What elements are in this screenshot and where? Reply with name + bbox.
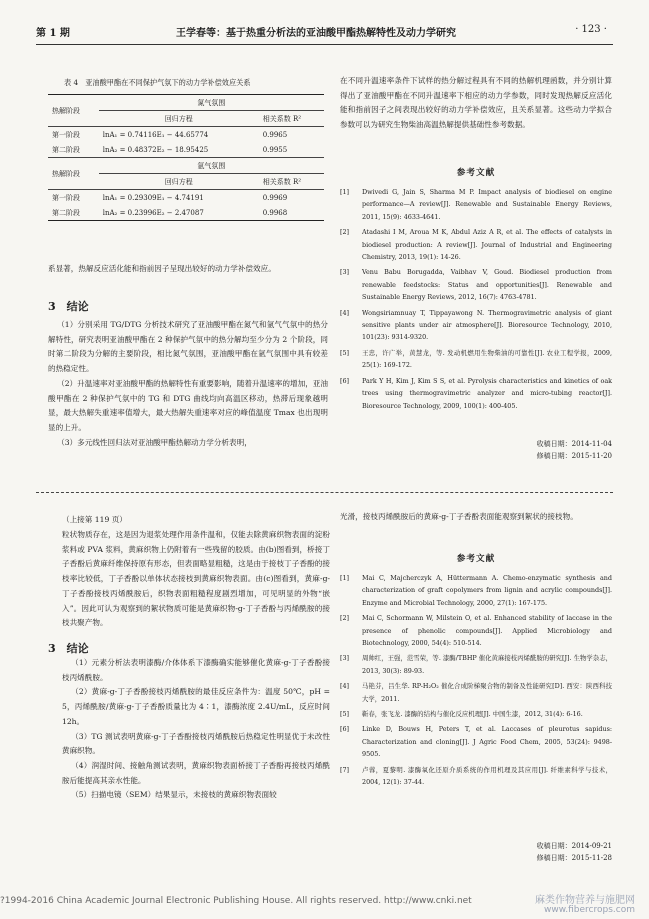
atmosphere-label: 氩气氛围 bbox=[99, 158, 324, 174]
reference-text: Venu Babu Borugadda, Vaibhav V, Goud. Biodiesel production from renewable feedstocks: Status and opportunities[J]. Renewable and Sustainable Energy Reviews, 2012, 16(7): 4763-4781. bbox=[362, 268, 612, 302]
reference-number: [4] bbox=[340, 308, 350, 317]
section-heading: 3 结论 bbox=[48, 642, 89, 655]
reference-number: [6] bbox=[340, 725, 350, 734]
article-dates-top bbox=[340, 438, 612, 462]
issue-number: 第 1 期 bbox=[36, 28, 70, 39]
table-4 bbox=[48, 94, 324, 221]
watermark-url: www.fibercrops.com bbox=[544, 905, 635, 915]
reference-item bbox=[340, 708, 612, 720]
paragraph: 在不同升温速率条件下试样的热分解过程具有不同的热解机理函数，并分别计算得出了亚油酸甲酯在不同升温速率下相应的动力学参数，同时发现热解反应活化能和指前因子之间表现出较好的动力学补偿效应，且关系显著。这些动力学拟合参数可以为研究生物柴油高温热解提供基础性参考数据。 bbox=[340, 76, 612, 130]
conclusion-item: （3）多元线性回归法对亚油酸甲酯热解动力学分析表明， bbox=[57, 437, 252, 447]
page-number: · 123 · bbox=[575, 24, 607, 35]
reference-text: 马艳芬，吕生华. RP-H₂O₂ 催化合成阶梯聚合物的制备及性能研究[D]. 西安：陕西科技大学，2011. bbox=[362, 682, 612, 703]
references-title: 参考文献 bbox=[456, 554, 496, 564]
reference-number: [5] bbox=[340, 348, 350, 357]
conclusion-item: （2）黄麻-g-丁子香酚接枝丙烯酰胺的最佳反应条件为：温度 50℃，pH = 5，丙烯酰胺/黄麻-g-丁子香酚质量比为 4∶1，漆酶浓度 2.4U/mL，反应时间 12h。 bbox=[62, 687, 330, 726]
reference-number: [1] bbox=[340, 574, 350, 582]
received-label: 收稿日期： bbox=[536, 440, 572, 448]
reference-item bbox=[340, 680, 612, 705]
reference-text: Wongsiriamnuay T, Tippayawong N. Thermogravimetric analysis of giant sensitive plants under air atmosphere[J]. Bioresource Technology, 2010, 101(23): 9314-9320. bbox=[362, 308, 612, 342]
received-label: 收稿日期： bbox=[536, 842, 572, 850]
references-title: 参考文献 bbox=[456, 168, 496, 178]
copyright-footer: ?1994-2016 China Academic Journal Electronic Publishing House. All rights reserved. http://www.cnki.net bbox=[0, 896, 472, 906]
revised-label: 修稿日期： bbox=[536, 452, 572, 460]
reference-item bbox=[340, 612, 612, 649]
r-cell: 0.9955 bbox=[262, 145, 288, 154]
col-stage-header: 热解阶段 bbox=[48, 95, 99, 127]
bottom-right-text bbox=[340, 510, 612, 525]
article-divider bbox=[36, 492, 613, 493]
reference-item bbox=[340, 572, 612, 609]
reference-text: 周帅红，王强，范雪荣，等. 漆酶/TBHP 催化黄麻接枝丙烯酰胺的研究[J]. 生物学杂志，2013, 30(3): 89-93. bbox=[362, 654, 612, 675]
revised-label: 修稿日期： bbox=[536, 854, 572, 862]
table-caption: 表 4 亚油酸甲酯在不同保护气氛下的动力学补偿效应关系 bbox=[64, 78, 251, 87]
col-r-header: 相关系数 R² bbox=[259, 111, 324, 127]
conclusions-top bbox=[48, 318, 328, 450]
stage-cell: 第二阶段 bbox=[52, 145, 80, 154]
reference-item bbox=[340, 307, 612, 344]
reference-item bbox=[340, 764, 612, 789]
references-list-bottom bbox=[340, 572, 612, 792]
reference-number: [2] bbox=[340, 228, 350, 237]
conclusion-item: （1）元素分析法表明漆酶/介体体系下漆酶确实能够催化黄麻-g-丁子香酚接枝丙烯酰胺。 bbox=[62, 658, 330, 682]
col-r-header: 相关系数 R² bbox=[259, 174, 324, 190]
reference-item bbox=[340, 266, 612, 303]
paragraph: 系显著，热解反应活化能和指前因子呈现出较好的动力学补偿效应。 bbox=[48, 264, 276, 273]
reference-item bbox=[340, 723, 612, 760]
equation-cell: lnA₂ = 0.48372E₂ − 18.95425 bbox=[102, 145, 209, 154]
received-date: 2014-11-04 bbox=[571, 440, 612, 448]
reference-number: [2] bbox=[340, 614, 350, 623]
atmosphere-label: 氮气氛围 bbox=[99, 95, 324, 111]
col-eq-header: 回归方程 bbox=[99, 111, 259, 127]
paragraph: 粒状物质存在，这是因为退浆处理作用条件温和，仅能去除黄麻织物表面的淀粉浆料或 PVA 浆料，黄麻织物上仍附着有一些残留的胶质。由(b)图看到，桥接丁子香酚后黄麻纤维保持原有形态，但表面略显粗糙，这是由于接枝丁子香酚的接枝率比较低，丁子香酚以单体状态接枝到黄麻织物表面。由(c)图看到，黄麻-g-丁子香酚接枝丙烯酰胺后，织物表面粗糙程度剧烈增加，可见明显的外物“嵌入”。因此可认为观察到的絮状物质可能是黄麻织物-g-丁子香酚与丙烯酰胺的接枝共聚产物。 bbox=[62, 530, 330, 628]
reference-number: [1] bbox=[340, 188, 350, 196]
stage-cell: 第一阶段 bbox=[48, 190, 99, 206]
reference-text: Mai C, Schormann W, Milstein O, et al. Enhanced stability of laccase in the presence of phenolic compounds[J]. Applied Microbiology and Biotechnology, 2000, 54(4): 510-514. bbox=[362, 614, 612, 648]
r-cell: 0.9965 bbox=[259, 127, 324, 143]
conclusion-item: （3）TG 测试表明黄麻-g-丁子香酚接枝丙烯酰胺后热稳定性明显优于未改性黄麻织物。 bbox=[62, 731, 330, 756]
reference-item bbox=[340, 226, 612, 263]
table-row bbox=[48, 190, 324, 206]
col-stage-header: 热解阶段 bbox=[48, 158, 99, 190]
reference-number: [7] bbox=[340, 765, 350, 774]
received-date: 2014-09-21 bbox=[571, 842, 612, 850]
reference-item bbox=[340, 186, 612, 223]
reference-text: 卢蓉，夏黎明. 漆酶氧化还原介质系统的作用机理及其应用[J]. 纤维素科学与技术，2004, 12(1): 37-44. bbox=[362, 765, 612, 787]
conclusion-item: （2）升温速率对亚油酸甲酯的热解特性有重要影响，随着升温速率的增加，亚油酸甲酯在 2 种保护气氛中的 TG 和 DTG 曲线均向高温区移动，热滞后现象越明显，最大热解失重速率值增大，最大热解失重速率对应的峰值温度 Tmax 也出现明显的上升。 bbox=[48, 378, 328, 432]
r-cell: 0.9968 bbox=[259, 205, 324, 221]
section-heading: 3 结论 bbox=[48, 300, 89, 313]
stage-cell: 第二阶段 bbox=[48, 205, 99, 221]
table-row bbox=[48, 142, 324, 158]
conclusion-item: （5）扫描电镜（SEM）结果显示，未接枝的黄麻织物表面较 bbox=[71, 790, 277, 800]
running-title: 王学春等：基于热重分析法的亚油酸甲酯热解特性及动力学研究 bbox=[176, 28, 456, 39]
references-list-top bbox=[340, 186, 612, 415]
continued-note: （上接第 119 页） bbox=[62, 515, 127, 524]
reference-number: [3] bbox=[340, 654, 350, 663]
article-dates-bottom bbox=[340, 840, 612, 864]
reference-text: 靳春，张飞龙. 漆酶的结构与催化反应机理[J]. 中国生漆，2012, 31(4): 6-16. bbox=[362, 710, 583, 719]
equation-cell: lnA₁ = 0.29309E₁ − 4.74191 bbox=[99, 190, 259, 206]
equation-cell: lnA₁ = 0.74116E₁ − 44.65774 bbox=[99, 127, 259, 143]
col-eq-header: 回归方程 bbox=[99, 174, 259, 190]
reference-text: Mai C, Majcherczyk A, Hüttermann A. Chemo-enzymatic synthesis and characterization of graft copolymers from lignin and acrylic compounds[J]. Enzyme and Microbial Technology, 2000, 27(1): 167-175. bbox=[362, 574, 612, 607]
reference-text: Linke D, Bouws H, Peters T, et al. Laccases of pleurotus sapidus: Characterization and cloning[J]. J Agric Food Chem, 2005, 53(24): 9498-9505. bbox=[362, 725, 612, 759]
running-header bbox=[36, 22, 613, 42]
reference-number: [4] bbox=[340, 682, 350, 691]
equation-cell: lnA₂ = 0.23996E₂ − 2.47087 bbox=[99, 205, 259, 221]
table-row bbox=[48, 205, 324, 221]
reference-text: 王忠，许广举，黄慧龙，等. 发动机燃用生物柴油的可靠性[J]. 农业工程学报，2009, 25(1): 169-172. bbox=[362, 348, 612, 370]
conclusion-item: （4）润湿时间、接触角测试表明，黄麻织物表面桥接丁子香酚再接枝丙烯酰胺后能提高其亲水性能。 bbox=[62, 760, 330, 785]
watermark-title: 麻类作物营养与施肥网 bbox=[535, 895, 635, 906]
conclusion-item: （1）分别采用 TG/DTG 分析技术研究了亚油酸甲酯在氮气和氩气气氛中的热分解特性，研究表明亚油酸甲酯在 2 种保护气氛中的热分解均至少分为 2 个阶段，同时第二阶段为分解的主要阶段，相比氮气氛围，亚油酸甲酯在氩气氛围中具有较差的热稳定性。 bbox=[48, 320, 328, 374]
table-row bbox=[48, 127, 324, 143]
top-left-text bbox=[48, 262, 328, 277]
r-cell: 0.9969 bbox=[259, 190, 324, 206]
conclusions-bottom bbox=[62, 656, 330, 803]
reference-number: [5] bbox=[340, 710, 350, 719]
reference-item bbox=[340, 347, 612, 372]
paragraph: 光滑，接枝丙烯酰胺后的黄麻-g-丁子香酚表面能观察到絮状的接枝物。 bbox=[340, 512, 578, 521]
top-right-text bbox=[340, 74, 612, 133]
header-rule bbox=[36, 44, 613, 45]
reference-item bbox=[340, 652, 612, 677]
reference-number: [3] bbox=[340, 268, 350, 277]
reference-text: Park Y H, Kim J, Kim S S, et al. Pyrolysis characteristics and kinetics of oak trees using thermogravimetric analyzer and micro-tubing reactor[J]. Bioresource Technology, 2009, 100(1): 400-405. bbox=[362, 376, 612, 410]
stage-cell: 第一阶段 bbox=[48, 127, 99, 143]
reference-number: [6] bbox=[340, 376, 350, 385]
reference-text: Dwivedi G, Jain S, Sharma M P. Impact analysis of biodiesel on engine performance—A review[J]. Renewable and Sustainable Energy Reviews, 2011, 15(9): 4633-4641. bbox=[362, 188, 612, 221]
revised-date: 2015-11-28 bbox=[571, 854, 612, 862]
reference-text: Atadashi I M, Aroua M K, Abdul Aziz A R, et al. The effects of catalysts in biodiesel production: A review[J]. Journal of Industrial and Engineering Chemistry, 2013, 19(1): 14-26. bbox=[362, 228, 612, 262]
bottom-left-text bbox=[62, 528, 330, 631]
revised-date: 2015-11-20 bbox=[571, 452, 612, 460]
reference-item bbox=[340, 375, 612, 412]
